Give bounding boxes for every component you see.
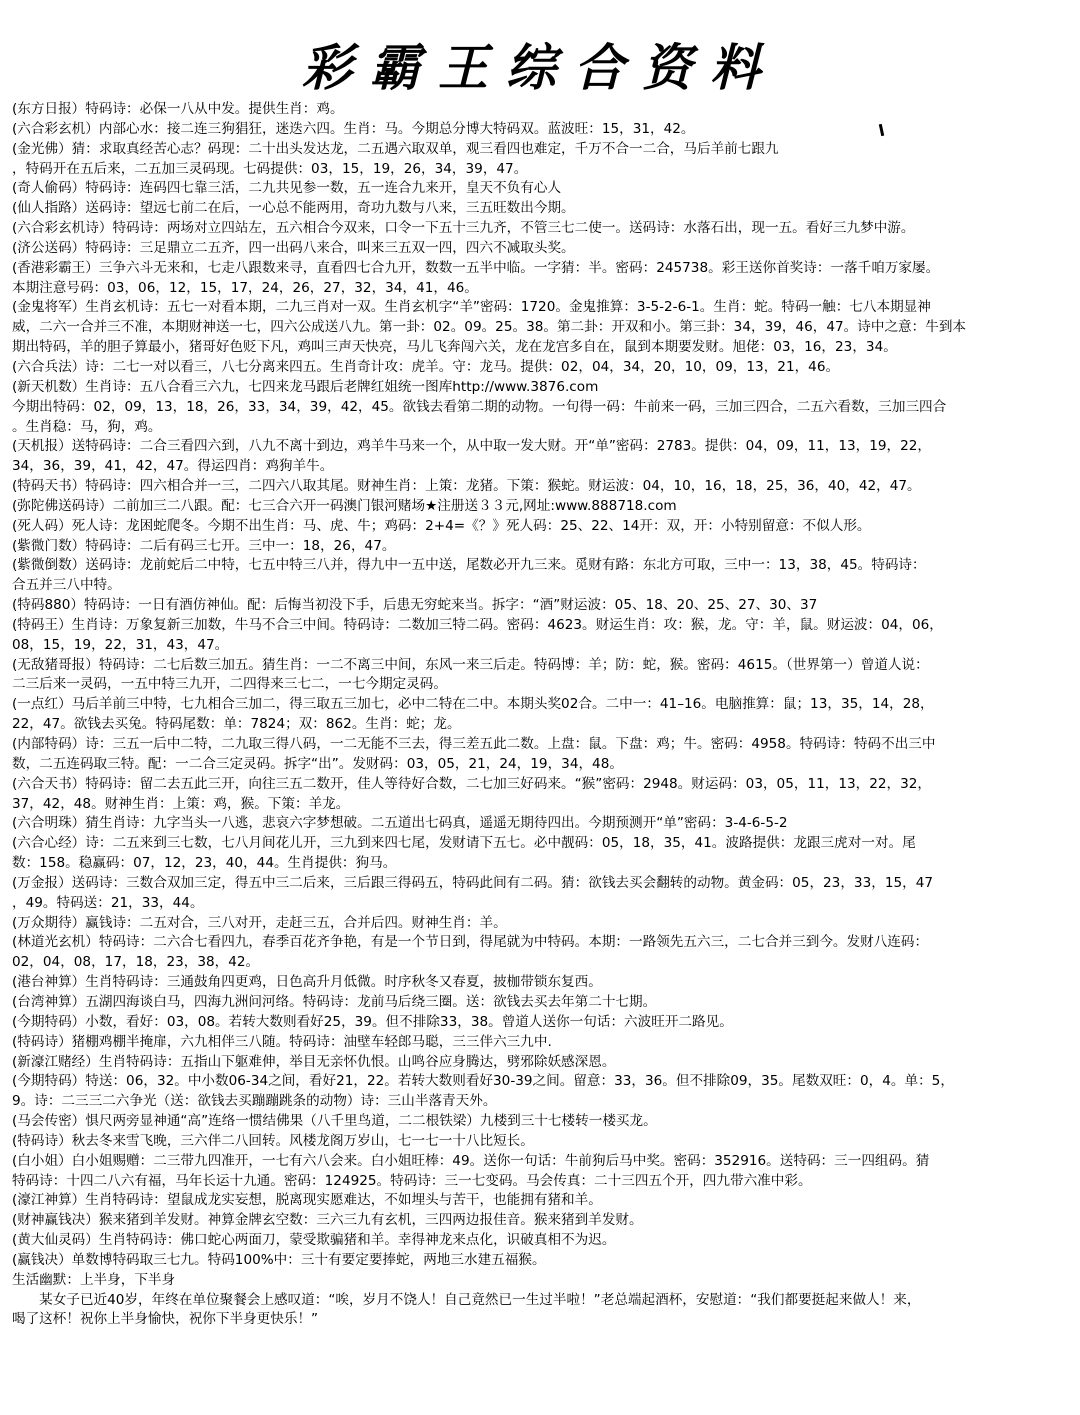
text-line: (万众期待）赢钱诗：二五对合，三八对开，走赶三五，合并后四。财神生肖：羊。 (12, 914, 507, 931)
text-line: (特码天书）特码诗：四六相合并一三，二四六八取其尾。财神生肖：上策：龙猪。下策：猴蛇。财运波：04，10，16，18，25，36，40，42，47。 (12, 478, 921, 495)
text-line: 威，二六一合并三不准，本期财神送一七，四六公成送八九。第一卦：02。09。25。38。第二卦：开双和小。第三卦：34，39，46，47。诗中之意：牛到本 (12, 319, 967, 336)
text-line: 02，04，08，17，18，23，38，42。 (12, 954, 260, 971)
text-line: (新天机数）生肖诗：五八合看三六九，七四来龙马跟后老牌红姐统一图库http://www.3876.com (12, 378, 599, 395)
text-line: (奇人偷码）特码诗：连码四七靠三活，二九共见参一数，五一连合九来开，皇天不负有心人 (12, 180, 562, 197)
text-line: (六合明珠）猜生肖诗：九字当头一八逃，悲哀六字梦想破。二五道出七码真，遥遥无期待四出。今期预测开“单”密码：3-4-6-5-2 (12, 815, 788, 832)
text-line: ，特码开在五后来，二五加三灵码现。七码提供：03，15，19，26，34，39，47。 (12, 160, 528, 177)
text-line: 合五并三八中特。 (12, 577, 121, 594)
text-line: (金光佛）猜：求取真经苦心志？码现：二十出头发达龙，二五遇六取双单，观三看四也难定，千万不合一二合，马后羊前七跟九 (12, 140, 779, 157)
text-line: (马会传密）惧尺两旁显神通“高”连络一惯结佛果（八千里鸟道，二二根铁梁）九楼到三十七楼转一楼买龙。 (12, 1113, 657, 1130)
text-line: (香港彩霸王）三争六斗无来和，七走八跟数来寻，直看四七合九开，数数一五半中临。一字猜：半。密码：245738。彩王送你首奖诗：一落千咱万家屡。 (12, 259, 940, 276)
text-line: (紫微倒数）送码诗：龙前蛇后二中特，七五中特三八并，得九中一五中送，尾数必开九三来。觅财有路：东北方可取，三中一：13，38，45。特码诗： (12, 557, 926, 574)
page-title: 彩霸王综合资料 (302, 38, 778, 97)
text-line: (新濠江赌经）生肖特码诗：五指山下躯难伸，举目无亲怀仇恨。山鸣谷应身腾达，劈邪除妖感深恩。 (12, 1053, 616, 1070)
body-text (12, 100, 1074, 1330)
text-line: 期出特码，羊的胆子算最小，猪哥好色贬下凡，鸡叫三声天快亮，马儿飞奔闯六关，龙在龙宫多自在，鼠到本期要发财。旭佬：03，16，23，34。 (12, 339, 897, 356)
text-line: (六合心经）诗：二五来到三七数，七八月间花儿开，三九到来四七尾，发财请下五七。必中靓码：05，18，35，41。波路提供：龙跟三虎对一对。尾 (12, 835, 916, 852)
text-line: (特码880）特码诗：一日有酒仿神仙。配：后悔当初没下手，后患无穷蛇来当。拆字：“酒”财运波：05、18、20、25、27、30、37 (12, 597, 818, 614)
text-line: (一点红）马后羊前三中特，七九相合三加二，得三取五三加七，必中二特在二中。本期头奖02合。二中一：41–16。电脑推算：鼠；13，35，14，28， (12, 696, 934, 713)
text-line: (天机报）送特码诗：二合三看四六到，八九不离十到边，鸡羊牛马来一个，从中取一发大财。开“单”密码：2783。提供：04，09，11，13，19，22， (12, 438, 932, 455)
text-line: (仙人指路）送码诗：望远七前二在后，一心总不能两用，奇功九数与八来，三五旺数出今期。 (12, 200, 575, 217)
text-line: 9。诗：二三三二六争光（送：欲钱去买蹦蹦跳条的动物）诗：三山半落青天外。 (12, 1093, 497, 1110)
text-line: 喝了这杯！祝你上半身愉快，祝你下半身更快乐！” (12, 1311, 319, 1328)
text-line: (台湾神算）五湖四海谈白马，四海九洲问河络。特码诗：龙前马后绕三圈。送：欲钱去买去年第二十七期。 (12, 993, 657, 1010)
text-line: (六合兵法）诗：二七一对以看三，八七分离来四五。生肖奇计攻：虎羊。守：龙马。提供：02，04，34，20，10，09，13，21，46。 (12, 358, 840, 375)
text-line: (无敌猪哥报）特码诗：二七后数三加五。猜生肖：一二不离三中间，东风一来三后走。特码博：羊；防：蛇，猴。密码：4615。（世界第一）曾道人说： (12, 656, 929, 673)
text-line: (今期特码）特送：06，32。中小数06-34之间，看好21，22。若转大数则看好30-39之间。留意：33，36。但不排除09，35。尾数双旺：0，4。单：5， (12, 1073, 954, 1090)
text-line: 某女子已近40岁，年终在单位聚餐会上感叹道：“唉，岁月不饶人！自己竟然已一生过半啦！”老总端起酒杯，安慰道：“我们都要挺起来做人！来， (12, 1291, 921, 1308)
text-line: (济公送码）特码诗：三足鼎立二五齐，四一出码八来合，叫来三五双一四，四六不减取头奖。 (12, 239, 575, 256)
text-line: 特码诗：十四二八六有福，马年长运十九通。密码：124925。特码诗：三一七变码。马会传真：二十三四五个开，四九带六准中彩。 (12, 1172, 812, 1189)
text-line: ，49。特码送：21，33，44。 (12, 894, 204, 911)
text-line: 生活幽默：上半身，下半身 (12, 1271, 176, 1288)
text-line: (内部特码）诗：三五一后中二特，二九取三得八码，一二无能不三去，得三差五此二数。上盘：鼠。下盘：鸡；牛。密码：4958。特码诗：特码不出三中 (12, 736, 936, 752)
text-line: (特码诗）猪棚鸡棚半掩扉，六九相伴三八随。特码诗：油壁车轻郎马聪，三三伴六三九中. (12, 1033, 552, 1050)
text-line: (紫微门数）特码诗：二后有码三七开。三中一：18，26，47。 (12, 537, 396, 554)
text-line: (赢钱决）单数博特码取三七九。特码100%中：三十有要定要捧蛇，两地三水建五福猴。 (12, 1251, 546, 1268)
text-line: (弥陀佛送码诗）二前加三二八跟。配：七三合六开一码澳门银河赌场★注册送３３元,网址:www.888718.com (12, 497, 677, 514)
text-line: (濠江神算）生肖特码诗：望鼠成龙实妄想，脱离现实愿难达，不如埋头与苦干，也能拥有猪和羊。 (12, 1192, 602, 1209)
text-line: 34，36，39，41，42，47。得运四肖：鸡狗羊牛。 (12, 458, 334, 475)
text-line: (特码王）生肖诗：万象复新三加数，牛马不合三中间。特码诗：二数加三特二码。密码：4623。财运生肖：攻：猴，龙。守：羊，鼠。财运波：04，06， (12, 616, 943, 633)
text-line: 今期出特码：02，09，13，18，26，33，34，39，42，45。欲钱去看第二期的动物。一句得一码：牛前来一码，三加三四合，二五六看数，三加三四合 (12, 398, 947, 415)
text-line: (东方日报）特码诗：必保一八从中发。提供生肖：鸡。 (12, 101, 344, 117)
text-line: 数，二五连码取三特。配：一二合三定灵码。拆字“出”。发财码：03，05，21，24，19，34，48。 (12, 755, 623, 772)
text-line: (特码诗）秋去冬来雪飞晚，三六伴二八回转。风楼龙阁万岁山，七一七一十八比短长。 (12, 1132, 534, 1149)
text-line: (港台神算）生肖特码诗：三通鼓角四更鸡，日色高升月低微。时序秋冬又春夏，披枷带锁东复西。 (12, 974, 602, 991)
text-line: 数：158。稳赢码：07，12，23，40，44。生肖提供：狗马。 (12, 855, 397, 872)
text-line: 08，15，19，22，31，43，47。 (12, 636, 229, 653)
text-line: (财神赢钱决）猴来猪到羊发财。神算金牌玄空数：三六三九有玄机，三四两边报佳音。猴来猪到羊发财。 (12, 1212, 643, 1229)
text-line: (白小姐）白小姐赐赠：二三带九四准开，一七有六八会来。白小姐旺棒：49。送你一句话：牛前狗后马中奖。密码：352916。送特码：三一四组码。猜 (12, 1152, 930, 1169)
text-line: (万金报）送码诗：三数合双加三定，得五中三二后来，三后跟三得码五，特码此间有二码。猜：欲钱去买会翻转的动物。黄金码：05，23，33，15，47 (12, 874, 934, 891)
text-line: 二三后来一灵码，一五中特三九开，二四得来三七二，一七今期定灵码。 (12, 676, 447, 693)
text-line: (林道光玄机）特码诗：二六合七看四九，春季百花齐争艳，有是一个节日到，得尾就为中特码。本期：一路领先五六三，二七合并三到今。发财八连码： (12, 934, 929, 951)
text-line: (六合彩玄机）内部心水：接二连三狗猖狂，迷迭六四。生肖：马。今期总分博大特码双。蓝波旺：15，31，42。 (12, 120, 695, 137)
text-line: (死人码）死人诗：龙困蛇爬冬。今期不出生肖：马、虎、牛；鸡码：2+4=《？》死人码：25、22、14开：双，开：小特别留意：不似人形。 (12, 517, 871, 534)
text-line: (六合天书）特码诗：留二去五此三开，向往三五二数开，佳人等待好合数，二七加三好码来。“猴”密码：2948。财运码：03，05，11，13，22，32， (12, 775, 932, 792)
text-line: 22，47。欲钱去买兔。特码尾数：单：7824；双：862。生肖：蛇；龙。 (12, 716, 461, 733)
text-line: (今期特码）小数，看好：03，08。若转大数则看好25，39。但不排除33，38。曾道人送你一句话：六波旺开二路见。 (12, 1013, 733, 1030)
text-line: 本期注意号码：03，06，12，15，17，24，26，27，32，34，41，46。 (12, 279, 478, 296)
text-line: (金鬼将军）生肖玄机诗：五七一对看本期，二九三肖对一双。生肖玄机字“羊”密码：1720。金鬼推算：3-5-2-6-1。生肖：蛇。特码一触：七八本期显神 (12, 299, 931, 316)
text-line: (六合彩玄机诗）特码诗：两场对立四站左，五六相合今双来，口令一下五十三九齐，不管三七二使一。送码诗：水落石出，现一五。看好三九梦中游。 (12, 220, 915, 237)
text-line: 37，42，48。财神生肖：上策：鸡，猴。下策：羊龙。 (12, 795, 350, 812)
text-line: (黄大仙灵码）生肖特码诗：佛口蛇心两面刀，蒙受欺骗猪和羊。幸得神龙来点化，识破真相不为迟。 (12, 1232, 616, 1249)
text-line: 。生肖稳：马，狗，鸡。 (12, 418, 162, 435)
